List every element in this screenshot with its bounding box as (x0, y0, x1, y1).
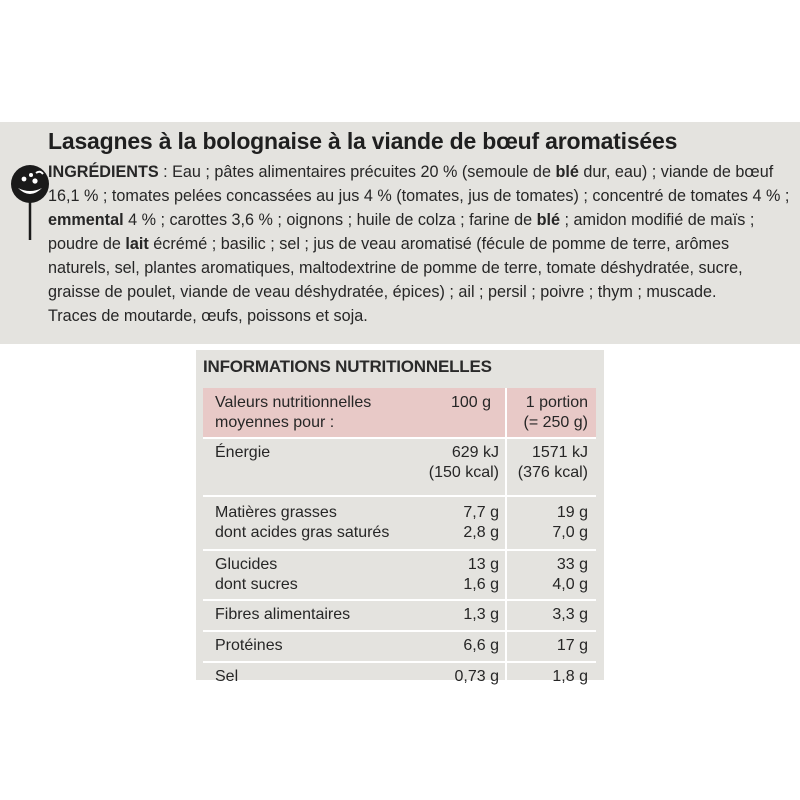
value-per-portion-cell (506, 662, 596, 693)
nutrient-name: Glucides (215, 556, 278, 573)
ingredient-text: dur, eau) ; viande de bœuf 16,1 % ; tomates pelées concassées au jus 4 % (tomates, jus de tomates) ; concentré de tomates 4 % ; (48, 163, 790, 205)
nutrient-name-cell (203, 438, 405, 496)
nutrient-name: Protéines (215, 637, 283, 654)
value-per-portion: 4,0 g (552, 576, 588, 593)
value-per-portion-cell (506, 550, 596, 600)
nutrient-name: Matières grasses (215, 504, 337, 521)
nutrient-name-cell (203, 496, 405, 550)
nutrition-row-energy (203, 438, 596, 496)
header-portion-cell (506, 388, 596, 438)
value-per-100g-cell (405, 662, 506, 693)
header-portion-line: 1 portion (525, 394, 588, 411)
value-per-100g: (150 kcal) (428, 464, 499, 481)
value-per-100g: 1,6 g (463, 576, 499, 593)
nutrient-name-cell (203, 550, 405, 600)
nutrient-name: Sel (215, 668, 239, 685)
allergen-text: emmental (48, 211, 124, 229)
nutrition-header-row (203, 388, 596, 438)
nutrient-name-cell (203, 631, 405, 662)
value-per-portion: 1,8 g (552, 668, 588, 685)
value-per-100g: 6,6 g (463, 637, 499, 654)
ingredients-list (48, 163, 789, 301)
nutrition-row-fibre (203, 600, 596, 631)
ingredient-text: : Eau ; pâtes alimentaires précuites 20 % (semoule de (158, 163, 556, 181)
header-portion-line: (= 250 g) (523, 414, 588, 431)
ingredient-text: 4 % ; carottes 3,6 % ; oignons ; huile de colza ; farine de (123, 211, 537, 229)
header-name-line: moyennes pour : (215, 414, 335, 431)
product-title: Lasagnes à la bolognaise à la viande de bœuf aromatisées (48, 128, 678, 154)
nutrient-name: dont acides gras saturés (215, 524, 390, 541)
nutrient-name: dont sucres (215, 576, 298, 593)
header-name-line: Valeurs nutritionnelles (215, 394, 372, 411)
value-per-100g-cell (405, 631, 506, 662)
allergen-text: blé (555, 163, 579, 181)
ingredients-paragraph (48, 160, 793, 304)
value-per-100g-cell (405, 550, 506, 600)
value-per-portion: 7,0 g (552, 524, 588, 541)
value-per-portion-cell (506, 438, 596, 496)
ingredients-text (48, 160, 793, 328)
ingredients-label: INGRÉDIENTS (48, 163, 159, 181)
nutrition-table (203, 388, 596, 693)
nutrition-row-salt (203, 662, 596, 693)
nutrient-name-cell (203, 600, 405, 631)
value-per-100g-cell (405, 600, 506, 631)
nutrient-name-cell (203, 662, 405, 693)
ingredient-text: écrémé ; basilic ; sel ; jus de veau aromatisé (fécule de pomme de terre, arômes naturels, sel, plantes aromatiques, maltodextrine de pomme de terre, tomate déshydratée, sucre, graisse de poulet, viande de veau déshydratée, épices) ; ail ; persil ; poivre ; thym ; muscade. (48, 235, 743, 301)
nutrition-row-protein (203, 631, 596, 662)
nutrition-row-fat (203, 496, 596, 550)
value-per-100g: 629 kJ (451, 444, 499, 461)
traces-text: Traces de moutarde, œufs, poissons et soja. (48, 307, 368, 325)
value-per-portion: 19 g (556, 504, 588, 521)
value-per-portion: 33 g (556, 556, 588, 573)
value-per-portion: 3,3 g (552, 606, 588, 623)
value-per-100g-cell (405, 438, 506, 496)
nutrition-title: INFORMATIONS NUTRITIONNELLES (203, 357, 492, 376)
chef-spoon-icon (10, 164, 50, 240)
value-per-portion-cell (506, 600, 596, 631)
value-per-100g: 2,8 g (463, 524, 499, 541)
value-per-portion: (376 kcal) (517, 464, 588, 481)
allergen-text: blé (536, 211, 560, 229)
value-per-portion: 17 g (556, 637, 588, 654)
value-per-100g: 13 g (467, 556, 499, 573)
header-100g-cell: 100 g (405, 388, 506, 438)
header-name-cell (203, 388, 405, 438)
allergen-text: lait (125, 235, 149, 253)
nutrition-row-carbs (203, 550, 596, 600)
nutrient-name: Fibres alimentaires (215, 606, 351, 623)
value-per-portion-cell (506, 496, 596, 550)
ingredient-text: ; amidon modifié de maïs ; poudre de (48, 211, 755, 253)
value-per-100g: 7,7 g (463, 504, 499, 521)
value-per-portion: 1571 kJ (531, 444, 588, 461)
value-per-100g: 1,3 g (463, 606, 499, 623)
value-per-100g-cell (405, 496, 506, 550)
value-per-portion-cell (506, 631, 596, 662)
value-per-100g: 0,73 g (454, 668, 499, 685)
nutrient-name: Énergie (215, 444, 271, 461)
